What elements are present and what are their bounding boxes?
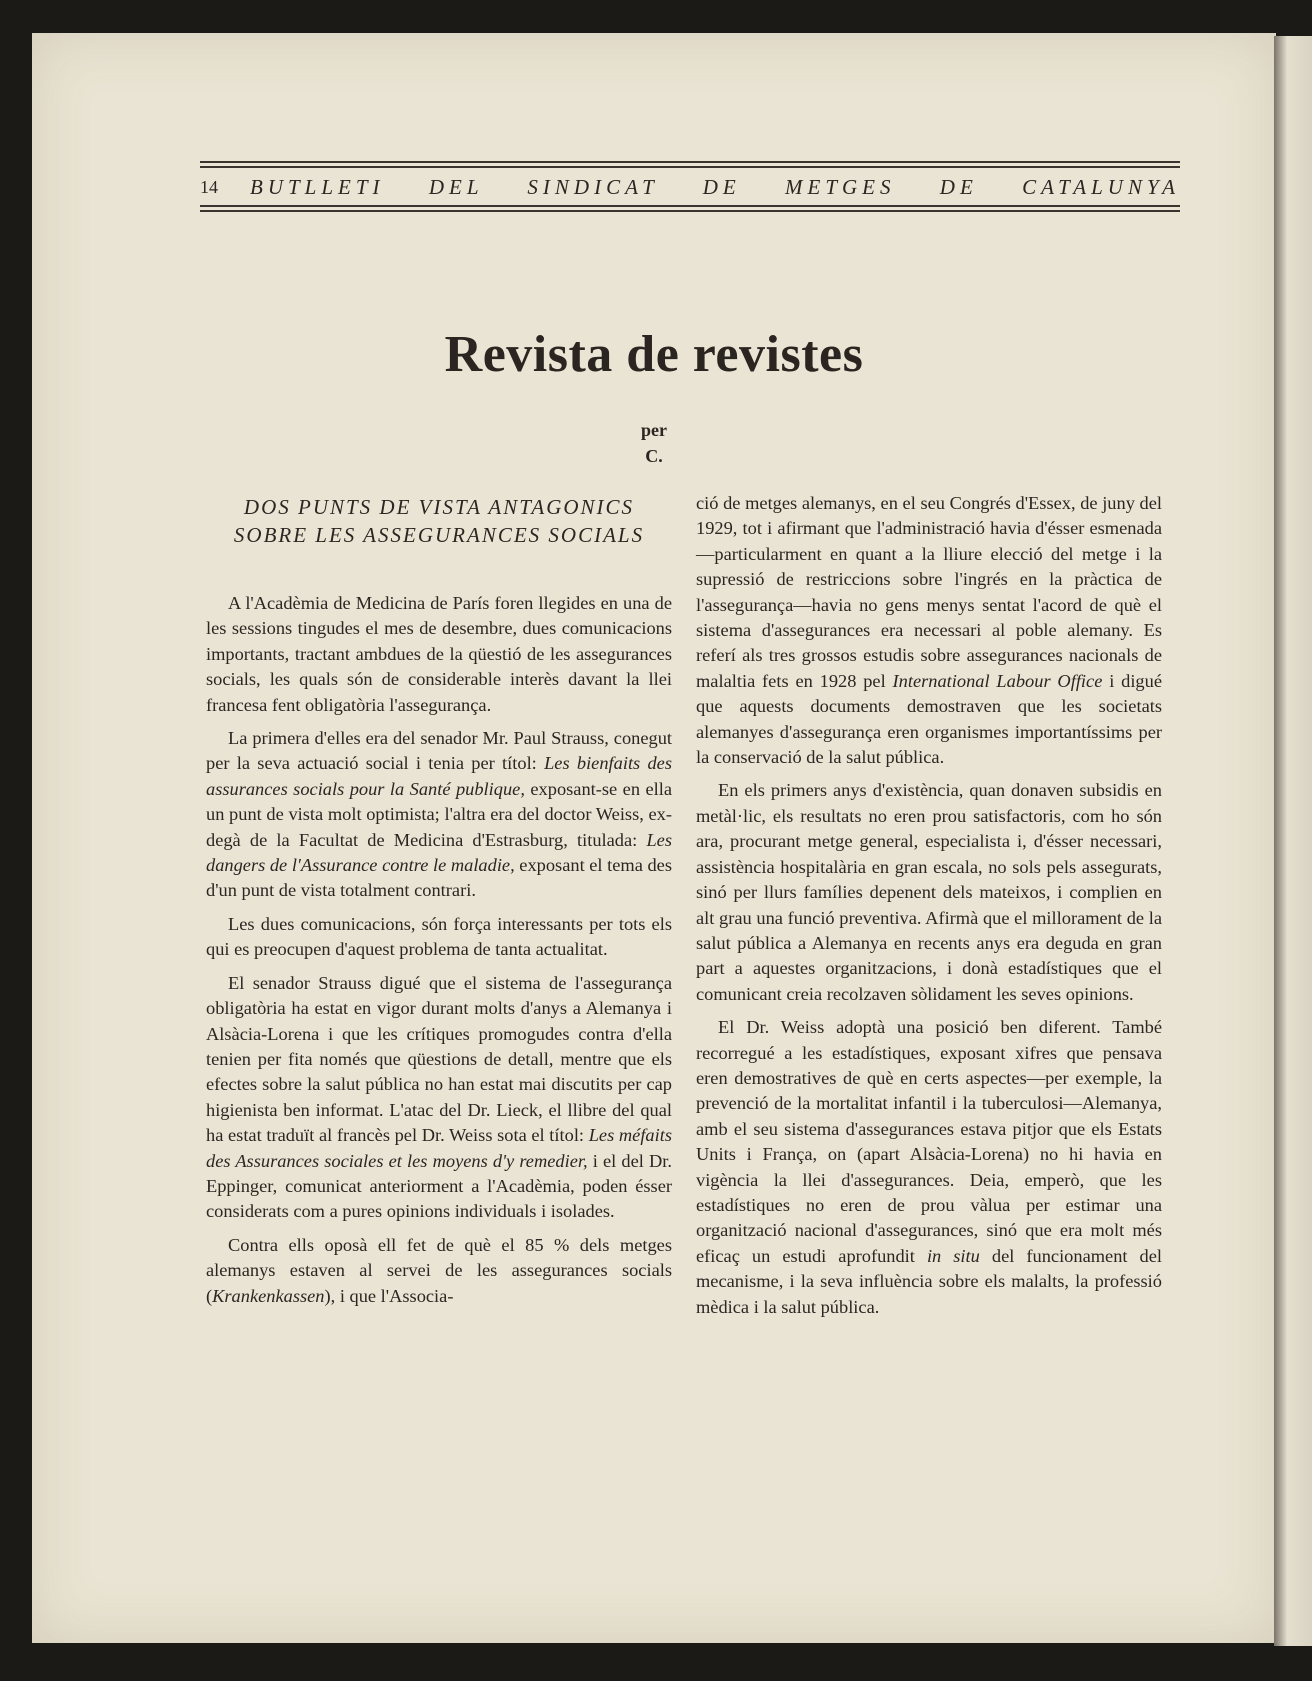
italic-organization: International Labour Office: [892, 670, 1103, 691]
italic-title: Les méfaits des Assurances sociales et les moyens d'y remedier,: [206, 1125, 672, 1171]
italic-title: Les bienfaits des assurances socials pour la Santé publique,: [206, 753, 672, 799]
left-column: [206, 493, 672, 1309]
text-run: La primera d'elles era del senador Mr. Paul Strauss, conegut per la seva actuació social i tenia per títol:: [206, 728, 672, 774]
paragraph: En els primers anys d'existència, quan donaven subsidis en metàl·lic, els resultats no eren prou satisfactoris, com ho són ara, procurant metge general, especialista i, d'ésser necessari, assistència hospitalària en gran escala, no sols pels assegurats, sinó per llurs famílies depenent dels mateixos, i complien en alt grau una funció preventiva. Afirmà que el millorament de la salut pública a Alemanya en recents anys era deguda en gran part a aquestes organitzacions, i donà estadístiques que el comunicant creia recolzaven sòlidament les seves opinions.: [696, 780, 1162, 1004]
article-title: Revista de revistes: [444, 326, 864, 383]
header-rule-bottom: [200, 210, 1180, 212]
italic-title: Les dangers de l'Assurance contre le maladie,: [206, 829, 672, 876]
italic-term: Krankenkassen: [212, 1285, 325, 1306]
text-run: i digué que aquests documents demostraven que les societats alemanyes d'assegurança eren organismes importantíssims per la conservació de la salut pública.: [696, 670, 1162, 768]
right-column: [696, 491, 1162, 1320]
text-run: exposant el tema des d'un punt de vista totalment contrari.: [206, 855, 673, 901]
paragraph: [206, 971, 672, 1225]
text-run: Contra ells oposà ell fet de què el 85 % dels metges alemanys estaven al servei de les assegurances socials (: [206, 1234, 672, 1306]
italic-term: in situ: [926, 1245, 980, 1266]
paragraph: [206, 1233, 672, 1309]
section-heading-line1: DOS PUNTS DE VISTA ANTAGONICS: [243, 495, 635, 519]
paragraph: [206, 726, 672, 904]
section-heading-line2: SOBRE LES ASSEGURANCES SOCIALS: [233, 523, 645, 547]
running-header: [200, 125, 1180, 227]
text-run: El Dr. Weiss adoptà una posició ben diferent. També recorregué a les estadístiques, exposant xifres que pensava eren demostratives de què en certs aspectes—per exemple, la prevenció de la mortalitat infantil i la tuberculosi—Alemanya, amb el seu sistema d'assegurances estava pitjor que els Estats Units i França, on (apart Alsàcia-Lorena) no hi havia en vigència la llei d'assegurances. Deia, emperò, que les estadístiques no eren de prou vàlua per estimar una organització nacional d'assegurances, sinó que era molt més eficaç un estudi aprofundit: [696, 1017, 1162, 1266]
text-run: ), i que l'Associa-: [324, 1285, 454, 1306]
paragraph: [696, 1015, 1162, 1320]
byline-per: per: [641, 420, 667, 440]
journal-page: [32, 33, 1276, 1643]
header-text-row: [200, 171, 1180, 203]
header-rule-top-inner: [200, 166, 1180, 168]
header-rule-bottom-inner: [200, 205, 1180, 207]
text-run: i el del Dr. Eppinger, comunicat anteriorment a l'Acadèmia, poden ésser considerats com a pures opinions individuals i isolades.: [206, 1150, 673, 1222]
text-run: exposant-se en ella un punt de vista molt optimista; l'altra era del doctor Weiss, ex-degà de la Facultat de Medicina d'Estrasburg, titulada:: [206, 778, 673, 850]
text-run: El senador Strauss digué que el sistema de l'assegurança obligatòria ha estat en vigor durant molts d'anys a Alemanya i Alsàcia-Lorena i que les crítiques promogudes contra d'ella tenien per fita només que qüestions de detall, mentre que els efectes sobre la salut pública no han estat mai discutits per cap higienista ben informat. L'atac del Dr. Lieck, el llibre del qual ha estat traduït al francès pel Dr. Weiss sota el títol:: [206, 972, 672, 1146]
journal-title: BUTLLETI DEL SINDICAT DE METGES DE CATALUNYA: [250, 174, 1180, 199]
byline-author: C.: [645, 446, 663, 466]
header-rule-top: [200, 161, 1180, 163]
text-run: ció de metges alemanys, en el seu Congrés d'Essex, de juny del 1929, tot i afirmant que l'administració havia d'ésser esmenada—particularment en quant a la lliure elecció del metge i la supressió de restriccions sobre l'ingrés en la pràctica de l'assegurança—havia no gens menys sentat l'acord de què el sistema d'assegurances era necessari al poble alemany. Es referí als tres grossos estudis sobre assegurances nacionals de malaltia fets en 1928 pel: [696, 493, 1162, 691]
section-heading: [206, 493, 672, 549]
page-number: 14: [200, 176, 218, 197]
paragraph: [696, 491, 1162, 770]
next-page-edge: [1274, 36, 1312, 1646]
text-run: del funcionament del mecanisme, i la seva influència sobre els malalts, la professió mèdica i la salut pública.: [696, 1245, 1163, 1317]
paragraph: Les dues comunicacions, són força interessants per tots els qui es preocupen d'aquest problema de tanta actualitat.: [206, 913, 672, 960]
paragraph: A l'Acadèmia de Medicina de París foren llegides en una de les sessions tingudes el mes de desembre, dues comunicacions importants, tractant ambdues de la qüestió de les assegurances socials, les quals són de considerable interès davant la llei francesa fent obligatòria l'assegurança.: [206, 593, 672, 715]
